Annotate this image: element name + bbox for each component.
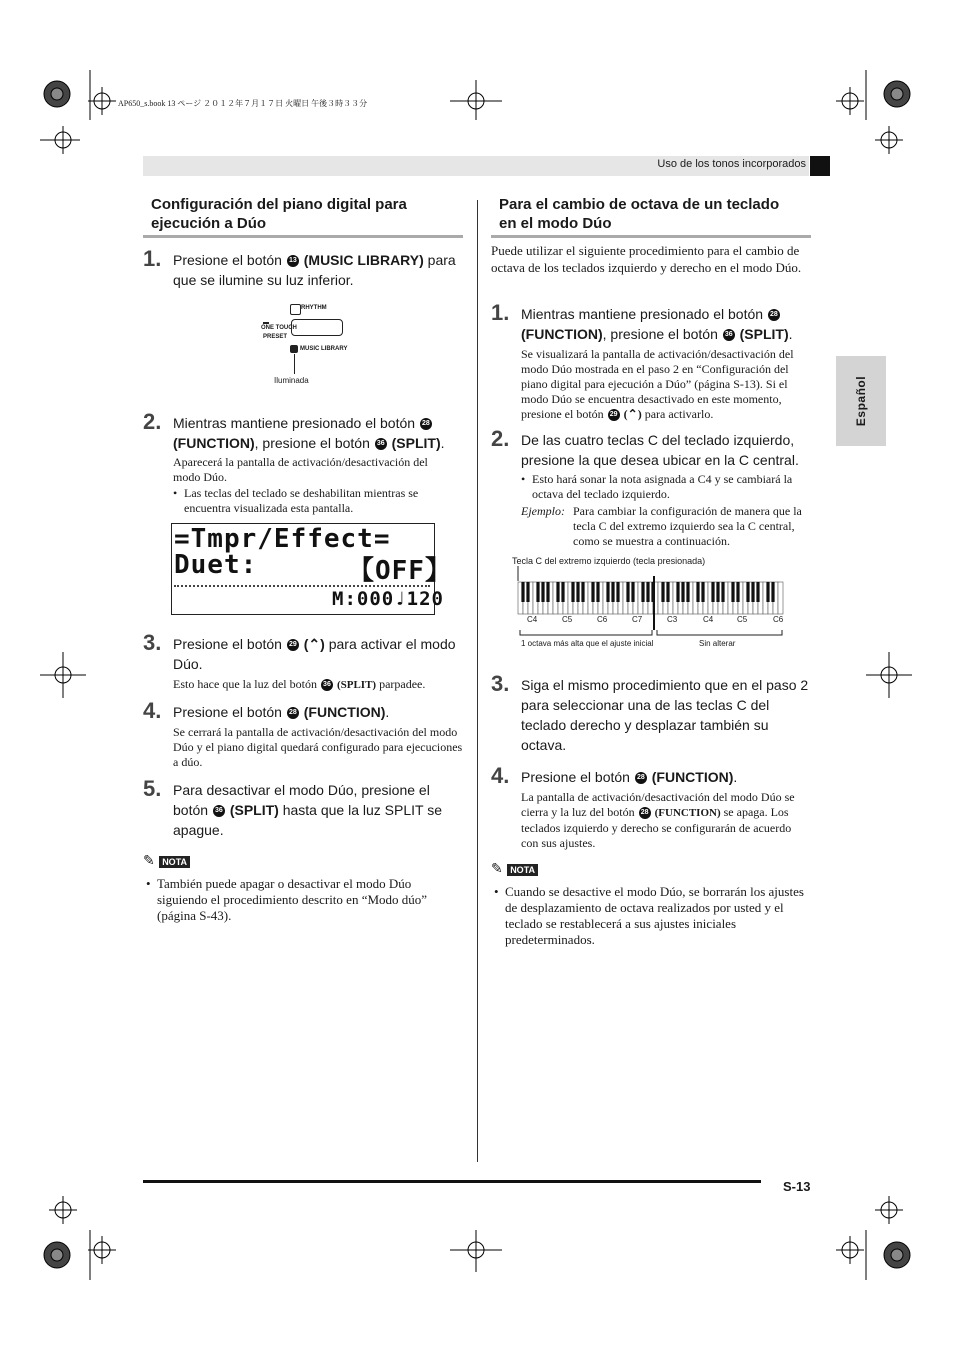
black-key — [716, 582, 719, 602]
black-key — [766, 582, 769, 602]
left-step2: Mientras mantiene presionado el botón 28 (FUNCTION), presione el botón 36 (SPLIT). — [173, 415, 445, 451]
lcd-line2-label: Duet: — [174, 550, 258, 580]
pencil-icon: ✎ — [491, 860, 503, 876]
left-step4-note: Se cerrará la pantalla de activación/desactivación del modo Dúo y el piano digital quedará configurado para ejecuciones a dúo. — [173, 725, 463, 769]
black-key — [571, 582, 574, 602]
right-step4: Presione el botón 28 (FUNCTION). — [521, 769, 738, 785]
left-heading: Configuración del piano digital para ejecución a Dúo — [151, 196, 407, 232]
step-number: 4. — [143, 698, 162, 723]
button-number-icon: 28 — [639, 807, 651, 819]
button-number-icon: 28 — [420, 418, 432, 430]
right-c-labels: C3 C4 C5 C6 — [667, 615, 784, 624]
button-number-icon: 36 — [213, 805, 225, 817]
left-step2-bullet: • Las teclas del teclado se deshabilitan mientras se encuentra visualizada esta pantalla. — [173, 486, 419, 515]
footer-rule — [143, 1180, 761, 1183]
step-number: 3. — [143, 630, 162, 655]
black-key — [521, 582, 524, 602]
step-number: 2. — [491, 426, 510, 451]
button-number-icon: 13 — [287, 255, 299, 267]
black-key — [631, 582, 634, 602]
language-tab-label: Español — [854, 375, 868, 427]
pencil-icon: ✎ — [143, 852, 155, 868]
black-key — [526, 582, 529, 602]
black-key — [736, 582, 739, 602]
black-key — [556, 582, 559, 602]
left-step3-note: Esto hace que la luz del botón 36 (SPLIT) parpadee. — [173, 677, 426, 691]
left-nota: • También puede apagar o desactivar el modo Dúo siguiendo el procedimiento descrito en “Modo dúo” (página S-43). — [146, 876, 428, 923]
right-step2-bullet: • Esto hará sonar la nota asignada a C4 y se cambiará la octava del teclado izquierdo. — [521, 472, 793, 501]
right-nota-header — [491, 860, 538, 878]
button-number-icon: 36 — [723, 329, 735, 341]
button-number-icon: 28 — [635, 772, 647, 784]
black-key — [731, 582, 734, 602]
black-key — [561, 582, 564, 602]
left-step5: Para desactivar el modo Dúo, presione el botón 36 (SPLIT) hasta que la luz SPLIT se apague. — [173, 782, 443, 838]
lcd-display — [171, 523, 452, 615]
lcd-line2-value: 【OFF】 — [348, 556, 452, 586]
black-key — [626, 582, 629, 602]
button-number-icon: 36 — [375, 438, 387, 450]
step-number: 3. — [491, 671, 510, 696]
section-title: Uso de los tonos incorporados — [657, 158, 806, 170]
left-step1: Presione el botón 13 (MUSIC LIBRARY) para que se ilumine su luz inferior. — [173, 252, 456, 288]
page-number: S-13 — [783, 1179, 811, 1194]
black-key — [681, 582, 684, 602]
lcd-line3: M:000♩120 — [332, 588, 444, 610]
black-key — [596, 582, 599, 602]
black-key — [591, 582, 594, 602]
left-step4: Presione el botón 28 (FUNCTION). — [173, 704, 390, 720]
black-key — [746, 582, 749, 602]
black-key — [696, 582, 699, 602]
button-number-icon: 29 — [287, 639, 299, 651]
rhythm-button — [290, 304, 301, 315]
black-key — [576, 582, 579, 602]
right-heading: Para el cambio de octava de un teclado en el modo Dúo — [499, 196, 780, 232]
step-number: 1. — [143, 246, 162, 271]
left-nota-header — [143, 852, 190, 870]
step-number: 5. — [143, 776, 162, 801]
black-key — [701, 582, 704, 602]
left-keyboard-note: 1 octava más alta que el ajuste inicial — [521, 639, 654, 648]
black-key — [581, 582, 584, 602]
right-keyboard-note: Sin alterar — [699, 639, 736, 648]
right-heading-rule — [491, 235, 811, 238]
black-key — [666, 582, 669, 602]
right-step4-note: La pantalla de activación/desactivación del modo Dúo se cierra y la luz del botón 28 (FUNCTION) se apaga. Los teclados izquierdo y derecho se configurarán de acuerdo con sus ajustes. — [521, 790, 795, 850]
white-key — [778, 582, 783, 614]
step-number: 1. — [491, 300, 510, 325]
language-tab — [836, 356, 886, 446]
keyboard-caption: Tecla C del extremo izquierdo (tecla presionada) — [512, 556, 706, 566]
header-marker — [810, 156, 830, 176]
right-step2: De las cuatro teclas C del teclado izquierdo, presione la que desea ubicar en la C central. — [521, 432, 799, 468]
black-key — [711, 582, 714, 602]
black-key — [686, 582, 689, 602]
black-key — [616, 582, 619, 602]
black-key — [641, 582, 644, 602]
black-key — [771, 582, 774, 602]
right-nota: • Cuando se desactive el modo Dúo, se borrarán los ajustes de desplazamiento de octava realizados por usted y el teclado se restablecerá a sus ajustes iniciales predeterminados. — [494, 884, 804, 947]
nota-label: NOTA — [159, 856, 190, 868]
black-key — [646, 582, 649, 602]
right-step1: Mientras mantiene presionado el botón 28 (FUNCTION), presione el botón 36 (SPLIT). — [521, 306, 793, 342]
left-step3: Presione el botón 29 (⌃) para activar el modo Dúo. — [173, 636, 456, 672]
left-c-labels: C4 C5 C6 C7 — [527, 615, 643, 624]
black-key — [606, 582, 609, 602]
download-icon — [263, 316, 269, 324]
step-number: 2. — [143, 409, 162, 434]
right-intro: Puede utilizar el siguiente procedimiento para el cambio de octava de los teclados izquierdo y derecho en el modo Dúo. — [491, 243, 802, 275]
black-key — [611, 582, 614, 602]
right-step3: Siga el mismo procedimiento que en el paso 2 para seleccionar una de las teclas C del teclado derecho y desplazar también su octava. — [521, 677, 809, 753]
black-key — [756, 582, 759, 602]
step-number: 4. — [491, 763, 510, 788]
black-key — [661, 582, 664, 602]
black-key — [536, 582, 539, 602]
black-key — [541, 582, 544, 602]
music-library-button — [291, 319, 343, 336]
column-divider — [477, 200, 478, 1162]
left-heading-rule — [143, 235, 463, 238]
right-step1-note: Se visualizará la pantalla de activación/desactivación del modo Dúo mostrada en el paso 2 en “Configuración del piano digital para ejecución a Dúo” (página S-13). Si el modo Dúo se encuentra desactivado en este momento, presione el botón 29 (⌃) para activarlo. — [521, 347, 794, 421]
leader-line — [294, 354, 295, 374]
button-number-icon: 29 — [608, 409, 620, 421]
right-step2-example: Ejemplo: Para cambiar la configuración de manera que la tecla C del extremo izquierdo sea la C central, como se muestra a continuación. — [521, 504, 802, 548]
nota-label: NOTA — [507, 864, 538, 876]
black-key — [721, 582, 724, 602]
left-step2-note: Aparecerá la pantalla de activación/desactivación del modo Dúo. — [173, 455, 428, 484]
button-number-icon: 28 — [287, 707, 299, 719]
black-key — [676, 582, 679, 602]
button-figure: RHYTHM ONE TOUCH PRESET MUSIC LIBRARY Iluminada — [261, 305, 348, 385]
black-key — [751, 582, 754, 602]
print-header: AP650_s.book 13 ページ ２０１２年７月１７日 火曜日 午後３時３３分 — [118, 99, 368, 108]
black-key — [546, 582, 549, 602]
button-number-icon: 36 — [321, 679, 333, 691]
lit-indicator — [290, 345, 298, 353]
lcd-line1: =Tmpr/Effect= — [174, 524, 391, 554]
button-number-icon: 28 — [768, 309, 780, 321]
